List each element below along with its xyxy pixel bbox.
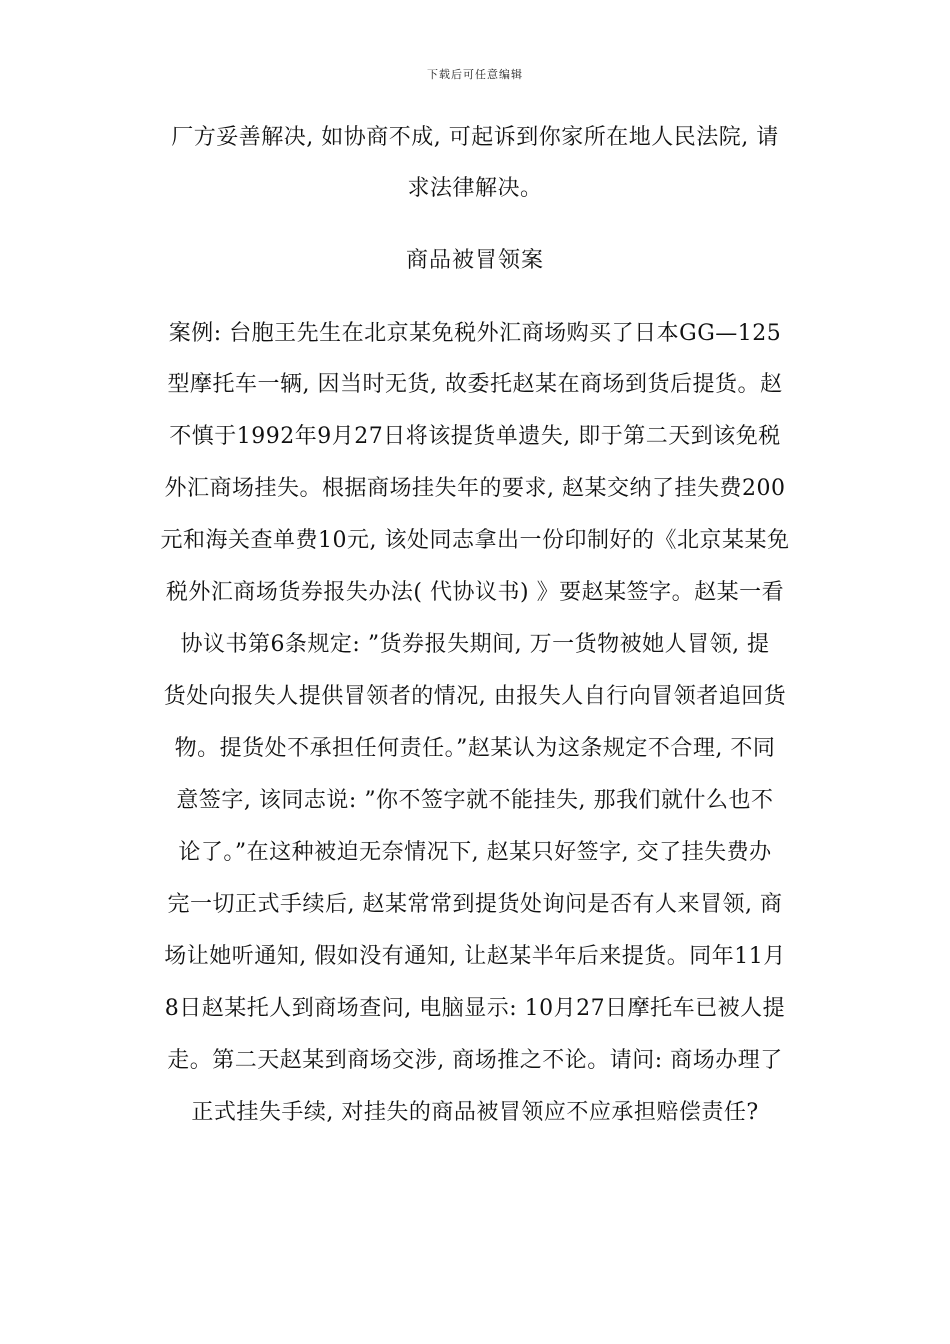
case-line-6: 税外汇商场货券报失办法( 代协议书) 》要赵某签字。赵某一看	[165, 580, 785, 605]
case-line-9: 物。提货处不承担任何责任。”赵某认为这条规定不合理, 不同	[174, 736, 776, 761]
case-line-3: 不慎于1992年9月27日将该提货单遗失, 即于第二天到该免税	[169, 424, 781, 449]
case-line-8: 货处向报失人提供冒领者的情况, 由报失人自行向冒领者追回货	[163, 684, 787, 709]
case-line-15: 走。第二天赵某到商场交涉, 商场推之不论。请问: 商场办理了	[167, 1048, 783, 1073]
case-line-5: 元和海关查单费10元, 该处同志拿出一份印制好的《北京某某免	[160, 528, 790, 553]
case-line-11: 论了。”在这种被迫无奈情况下, 赵某只好签字, 交了挂失费办	[178, 840, 772, 865]
case-line-4: 外汇商场挂失。根据商场挂失年的要求, 赵某交纳了挂失费200	[164, 476, 786, 501]
case-line-10: 意签字, 该同志说: ”你不签字就不能挂失, 那我们就什么也不	[176, 788, 774, 813]
case-line-7: 协议书第6条规定: ”货券报失期间, 万一货物被她人冒领, 提	[180, 632, 770, 657]
intro-line-2: 求法律解决。	[407, 176, 543, 201]
case-line-16: 正式挂失手续, 对挂失的商品被冒领应不应承担赔偿责任?	[191, 1100, 759, 1125]
intro-line-1: 厂方妥善解决, 如协商不成, 可起诉到你家所在地人民法院, 请	[171, 125, 779, 150]
case-line-1: 案例: 台胞王先生在北京某免税外汇商场购买了日本GG—125	[168, 321, 782, 346]
case-line-2: 型摩托车一辆, 因当时无货, 故委托赵某在商场到货后提货。赵	[167, 372, 783, 397]
case-line-12: 完一切正式手续后, 赵某常常到提货处询问是否有人来冒领, 商	[167, 892, 783, 917]
header-note: 下载后可任意编辑	[427, 68, 523, 81]
case-line-13: 场让她听通知, 假如没有通知, 让赵某半年后来提货。同年11月	[164, 944, 786, 969]
case-title: 商品被冒领案	[405, 248, 544, 273]
case-line-14: 8日赵某托人到商场查问, 电脑显示: 10月27日摩托车已被人提	[164, 996, 786, 1021]
